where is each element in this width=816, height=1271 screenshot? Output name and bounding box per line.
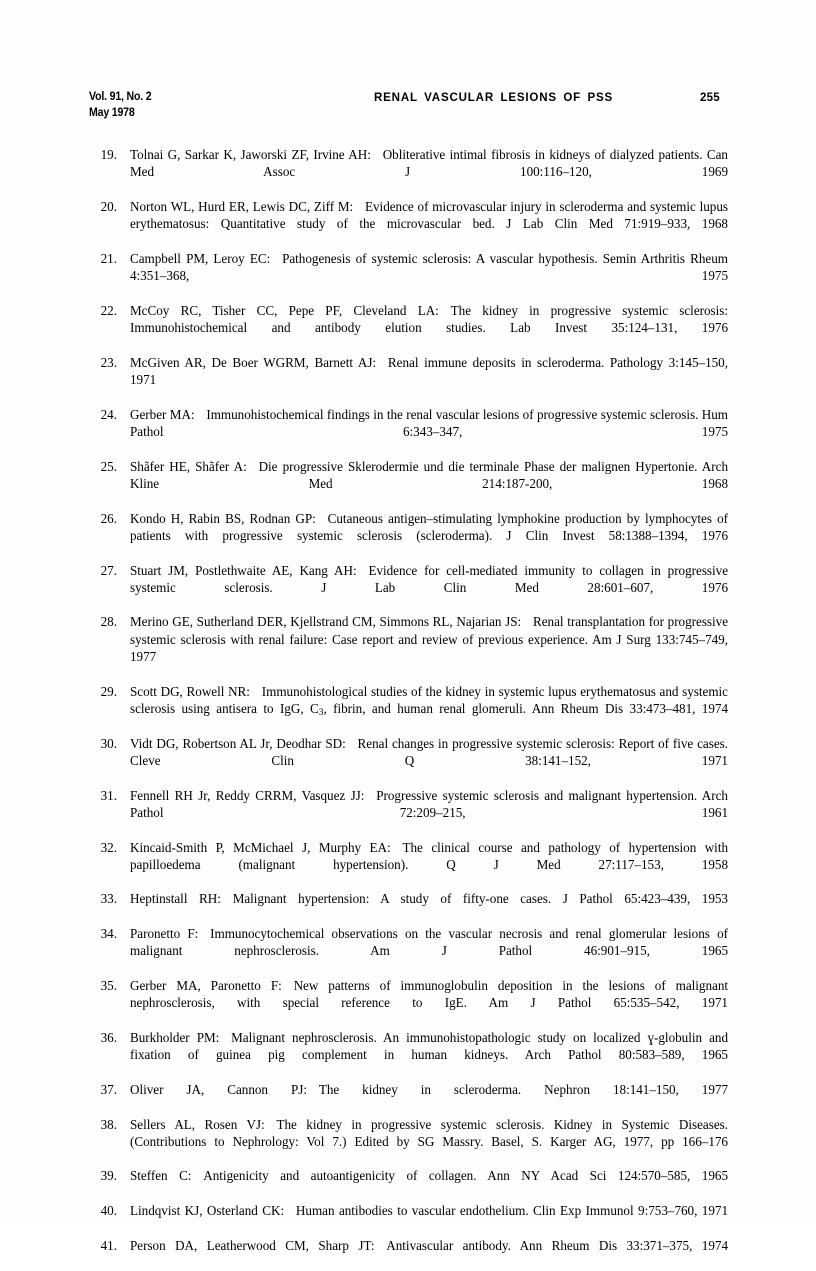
reference-number: 35. bbox=[100, 978, 117, 993]
reference-authors: Gerber MA: bbox=[130, 406, 195, 422]
reference-entry bbox=[89, 562, 728, 614]
reference-number: 38. bbox=[100, 1116, 117, 1132]
reference-number: 20. bbox=[100, 198, 117, 214]
reference-entry bbox=[89, 302, 728, 354]
reference-text bbox=[130, 562, 728, 614]
reference-text bbox=[130, 1202, 728, 1237]
reference-authors: Paronetto F: bbox=[130, 926, 199, 942]
reference-authors: Oliver JA, Cannon PJ: bbox=[130, 1081, 307, 1097]
reference-entry bbox=[89, 146, 728, 198]
reference-entry bbox=[89, 458, 728, 510]
date-line: May 1978 bbox=[89, 106, 135, 119]
reference-text bbox=[130, 354, 728, 406]
reference-number: 19. bbox=[100, 147, 117, 162]
reference-title-citation: Obliterative intimal fibrosis in kidneys of dialyzed patients. Can Med Assoc J 100:116–120, 1969 bbox=[130, 147, 728, 180]
reference-number: 24. bbox=[100, 406, 117, 422]
reference-title-citation: Evidence for cell-mediated immunity to collagen in progressive systemic sclerosis. J Lab Clin Med 28:601–607, 1976 bbox=[130, 562, 729, 595]
reference-title-citation: Immunohistochemical findings in the renal vascular lesions of progressive systemic sclerosis. Hum Pathol 6:343–347, 1975 bbox=[130, 406, 728, 439]
reference-number: 29. bbox=[100, 683, 117, 699]
reference-title-citation: The clinical course and pathology of hypertension with papilloedema (malignant hypertension). Q J Med 27:117–153, 1958 bbox=[130, 839, 728, 872]
reference-title-citation: New patterns of immunoglobulin deposition in the lesions of malignant nephrosclerosis, with special reference to IgE. Am J Pathol 65:535–542, 1971 bbox=[130, 978, 728, 1011]
reference-authors: Lindqvist KJ, Osterland CK: bbox=[130, 1203, 285, 1219]
reference-title-citation: Cutaneous antigen–stimulating lymphokine production by lymphocytes of patients with progressive systemic sclerosis (scleroderma). J Clin Invest 58:1388–1394, 1976 bbox=[130, 510, 728, 543]
reference-entry bbox=[89, 510, 728, 562]
reference-authors: McGiven AR, De Boer WGRM, Barnett AJ: bbox=[130, 354, 377, 370]
reference-text bbox=[130, 1237, 728, 1271]
reference-number: 31. bbox=[100, 787, 117, 803]
reference-authors: Fennell RH Jr, Reddy CRRM, Vasquez JJ: bbox=[130, 787, 365, 803]
reference-number: 23. bbox=[100, 354, 117, 370]
reference-entry bbox=[89, 839, 728, 891]
reference-entry bbox=[89, 406, 728, 458]
reference-number: 32. bbox=[100, 839, 117, 855]
reference-title-citation: The kidney in progressive systemic sclerosis: Immunohistochemical and antibody elution studies. Lab Invest 35:124–131, 1976 bbox=[130, 302, 728, 336]
running-head-title: RENAL VASCULAR LESIONS OF PSS bbox=[374, 90, 614, 104]
reference-text bbox=[130, 146, 728, 198]
reference-authors: Sellers AL, Rosen VJ: bbox=[130, 1116, 265, 1132]
reference-entry bbox=[89, 1167, 728, 1202]
reference-title-citation: Human antibodies to vascular endothelium. Clin Exp Immunol 9:753–760, 1971 bbox=[295, 1203, 728, 1219]
reference-authors: Heptinstall RH: bbox=[130, 891, 221, 907]
reference-authors: Person DA, Leatherwood CM, Sharp JT: bbox=[130, 1237, 375, 1253]
reference-title-citation: Antigenicity and autoantigenicity of collagen. Ann NY Acad Sci 124:570–585, 1965 bbox=[203, 1168, 728, 1184]
reference-entry bbox=[89, 1116, 728, 1168]
reference-entry bbox=[89, 613, 728, 682]
reference-authors: Scott DG, Rowell NR: bbox=[130, 683, 250, 699]
reference-text bbox=[130, 1116, 728, 1168]
reference-entry bbox=[89, 1202, 728, 1237]
reference-title-part-1: Immunohistological studies of the kidney in systemic lupus erythematosus and systemic sclerosis using antisera to IgG, C bbox=[130, 683, 728, 716]
reference-authors: Stuart JM, Postlethwaite AE, Kang AH: bbox=[130, 562, 357, 578]
reference-text bbox=[130, 925, 728, 977]
reference-title-citation: Malignant nephrosclerosis. An immunohistopathologic study on localized ɣ-globulin and fixation of guinea pig complement in human kidneys. Arch Pathol 80:583–589, 1965 bbox=[130, 1029, 728, 1063]
volume-line: Vol. 91, No. 2 bbox=[89, 91, 152, 103]
reference-title-citation: Renal immune deposits in scleroderma. Pathology 3:145–150, 1971 bbox=[130, 354, 728, 388]
reference-text bbox=[130, 250, 728, 302]
reference-text bbox=[130, 735, 728, 787]
reference-title-citation: Immunocytochemical observations on the vascular necrosis and renal glomerular lesions of malignant nephrosclerosis. Am J Pathol 46:901–915, 1965 bbox=[130, 926, 728, 959]
reference-entry bbox=[89, 1237, 728, 1271]
reference-number: 39. bbox=[100, 1168, 117, 1184]
running-head bbox=[89, 90, 729, 130]
reference-title-citation: Antivascular antibody. Ann Rheum Dis 33:371–375, 1974 bbox=[386, 1237, 728, 1253]
reference-text bbox=[130, 787, 728, 839]
reference-title-citation: Malignant hypertension: A study of fifty-one cases. J Pathol 65:423–439, 1953 bbox=[232, 891, 728, 907]
reference-authors: Vidt DG, Robertson AL Jr, Deodhar SD: bbox=[130, 735, 346, 751]
reference-text bbox=[130, 613, 728, 682]
reference-entry bbox=[89, 890, 728, 925]
reference-entry bbox=[89, 683, 728, 735]
reference-authors: McCoy RC, Tisher CC, Pepe PF, Cleveland LA: bbox=[130, 302, 439, 318]
reference-text bbox=[130, 1167, 728, 1202]
reference-number: 21. bbox=[100, 250, 117, 266]
reference-number: 26. bbox=[100, 510, 117, 526]
reference-title-citation: Pathogenesis of systemic sclerosis: A vascular hypothesis. Semin Arthritis Rheum 4:351–368, 1975 bbox=[130, 250, 728, 284]
reference-title-citation: Die progressive Sklerodermie und die terminale Phase der malignen Hypertonie. Arch Kline Med 214:187-200, 1968 bbox=[130, 458, 728, 491]
reference-authors: Campbell PM, Leroy EC: bbox=[130, 250, 271, 266]
journal-volume-date bbox=[89, 90, 152, 121]
reference-authors: Kincaid-Smith P, McMichael J, Murphy EA: bbox=[130, 839, 391, 855]
reference-title-citation: Evidence of microvascular injury in scleroderma and systemic lupus erythematosus: Quantitative study of the microvascular bed. J Lab Clin Med 71:919–933, 1968 bbox=[130, 198, 728, 232]
reference-authors: Norton WL, Hurd ER, Lewis DC, Ziff M: bbox=[130, 198, 354, 214]
reference-authors: Shãfer HE, Shãfer A: bbox=[130, 458, 247, 474]
reference-entry bbox=[89, 198, 728, 250]
reference-title-citation: Renal changes in progressive systemic sclerosis: Report of five cases. Cleve Clin Q 38:141–152, 1971 bbox=[130, 735, 728, 768]
reference-authors: Tolnai G, Sarkar K, Jaworski ZF, Irvine AH: bbox=[130, 147, 371, 162]
reference-title-part-2: , fibrin, and human renal glomeruli. Ann Rheum Dis 33:473–481, 1974 bbox=[323, 701, 728, 716]
reference-number: 30. bbox=[100, 735, 117, 751]
reference-text bbox=[130, 977, 728, 1029]
reference-number: 41. bbox=[100, 1237, 117, 1253]
complement-subscript: 3 bbox=[318, 708, 324, 719]
reference-number: 28. bbox=[100, 614, 117, 630]
reference-text bbox=[130, 510, 728, 562]
reference-authors: Merino GE, Sutherland DER, Kjellstrand CM, Simmons RL, Najarian JS: bbox=[130, 614, 522, 630]
reference-title-citation: The kidney in progressive systemic sclerosis. Kidney in Systemic Diseases. (Contributions to Nephrology: Vol 7.) Edited by SG Massry. Basel, S. Karger AG, 1977, pp 166–176 bbox=[130, 1116, 728, 1149]
reference-text bbox=[130, 302, 728, 354]
reference-number: 33. bbox=[100, 891, 117, 907]
reference-entry bbox=[89, 787, 728, 839]
reference-entry bbox=[89, 925, 728, 977]
reference-number: 22. bbox=[100, 302, 117, 318]
reference-entry bbox=[89, 1029, 728, 1081]
reference-number: 36. bbox=[100, 1029, 117, 1045]
reference-number: 25. bbox=[100, 458, 117, 474]
reference-authors: Kondo H, Rabin BS, Rodnan GP: bbox=[130, 510, 316, 526]
reference-list bbox=[89, 146, 728, 1271]
reference-text bbox=[130, 890, 728, 925]
reference-text bbox=[130, 1029, 728, 1081]
reference-entry bbox=[89, 735, 728, 787]
reference-title-citation: The kidney in scleroderma. Nephron 18:141–150, 1977 bbox=[318, 1081, 728, 1097]
reference-entry bbox=[89, 977, 728, 1029]
page-number: 255 bbox=[700, 90, 720, 104]
reference-title-citation: Renal transplantation for progressive systemic sclerosis with renal failure: Case report and review of previous experience. Am J Surg 133:745–749, 1977 bbox=[130, 614, 729, 665]
reference-entry bbox=[89, 354, 728, 406]
reference-text bbox=[130, 198, 728, 250]
reference-text bbox=[130, 839, 728, 891]
reference-text bbox=[130, 406, 728, 458]
reference-authors: Gerber MA, Paronetto F: bbox=[130, 978, 282, 993]
reference-entry bbox=[89, 250, 728, 302]
reference-text bbox=[130, 1081, 728, 1116]
reference-text bbox=[130, 683, 728, 735]
reference-authors: Burkholder PM: bbox=[130, 1029, 220, 1045]
reference-authors: Steffen C: bbox=[130, 1168, 192, 1184]
reference-number: 27. bbox=[100, 562, 117, 578]
reference-number: 37. bbox=[100, 1081, 117, 1097]
reference-title-citation: Progressive systemic sclerosis and malignant hypertension. Arch Pathol 72:209–215, 1961 bbox=[130, 787, 728, 820]
reference-text bbox=[130, 458, 728, 510]
reference-number: 34. bbox=[100, 926, 117, 942]
reference-entry bbox=[89, 1081, 728, 1116]
reference-number: 40. bbox=[100, 1203, 117, 1219]
